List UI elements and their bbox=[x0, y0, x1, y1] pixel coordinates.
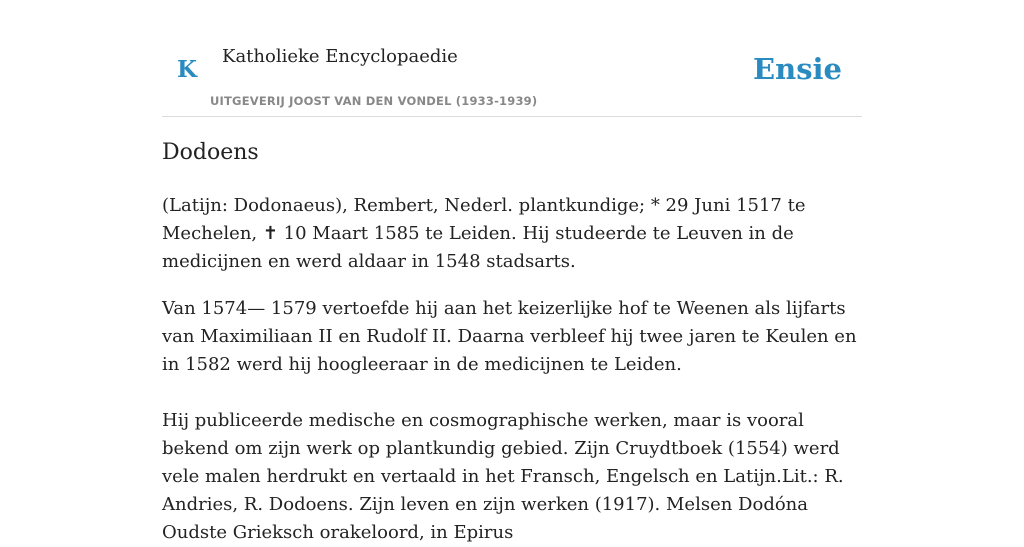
article-title: Dodoens bbox=[162, 140, 259, 165]
article-body bbox=[162, 192, 862, 547]
publication-title[interactable]: Katholieke Encyclopaedie bbox=[222, 46, 458, 67]
article-paragraph: Hij publiceerde medische en cosmographische werken, maar is vooral bekend om zijn werk op plantkundig gebied. Zijn Cruydtboek (1554) werd vele malen herdrukt en vertaald in het Fransch, Engelsch en Latijn.Lit.: R. Andries, R. Dodoens. Zijn leven en zijn werken (1917). Melsen Dodóna Oudste Grieksch orakeloord, in Epirus bbox=[162, 410, 844, 543]
article-paragraph: (Latijn: Dodonaeus), Rembert, Nederl. plantkundige; * 29 Juni 1517 te Mechelen, ✝ 10 Maart 1585 te Leiden. Hij studeerde te Leuven in de medicijnen en werd aldaar in 1548 stadsarts. bbox=[162, 195, 806, 272]
publication-logo[interactable]: K bbox=[177, 56, 197, 83]
article-paragraph: Van 1574— 1579 vertoefde hij aan het keizerlijke hof te Weenen als lijfarts van Maximiliaan II en Rudolf II. Daarna verbleef hij twee jaren te Keulen en in 1582 werd hij hoogleeraar in de medicijnen te Leiden. bbox=[162, 298, 857, 375]
page bbox=[162, 0, 862, 543]
site-header bbox=[162, 0, 862, 117]
brand-logo[interactable]: Ensie bbox=[753, 52, 842, 86]
publication-subtitle: UITGEVERIJ JOOST VAN DEN VONDEL (1933-1939) bbox=[210, 94, 538, 108]
